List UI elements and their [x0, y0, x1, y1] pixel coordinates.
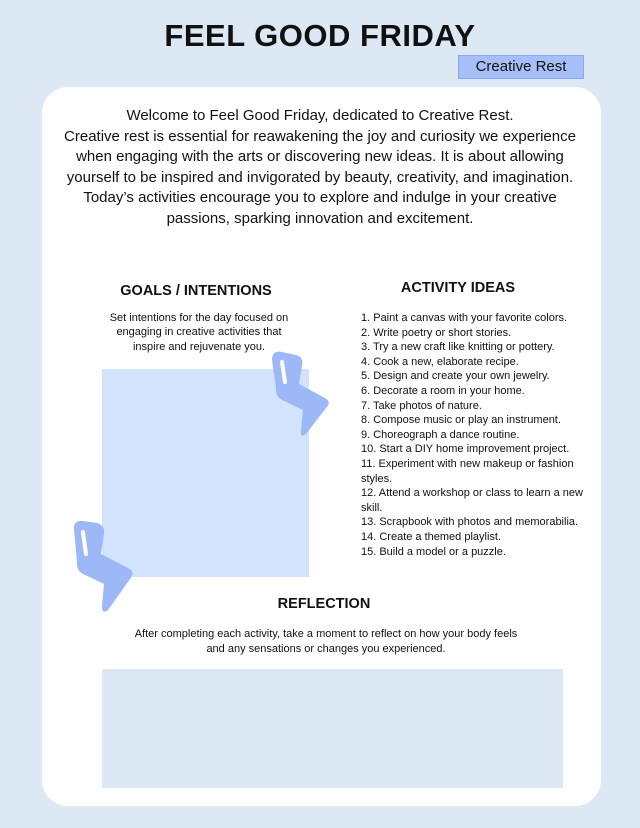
reflection-heading: REFLECTION: [277, 596, 371, 612]
list-item: 1. Paint a canvas with your favorite colors.: [361, 312, 568, 324]
intro-text: [60, 106, 580, 230]
list-item: 4. Cook a new, elaborate recipe.: [361, 355, 519, 368]
subtitle-badge: Creative Rest: [458, 55, 584, 79]
activity-list: [361, 311, 591, 559]
activity-heading: ACTIVITY IDEAS: [400, 280, 516, 296]
intro-paragraph: Creative rest is essential for reawakening the joy and curiosity we experience when engaging with the arts or discovering new ideas. It is about allowing yourself to be inspired and invigorated by beauty, creativity, and imagination.: [64, 127, 576, 186]
list-item: 13. Scrapbook with photos and memorabilia.: [361, 516, 579, 529]
list-item: 2. Write poetry or short stories.: [361, 326, 512, 339]
intro-paragraph: Today’s activities encourage you to explore and indulge in your creative passions, sparking innovation and excitement.: [83, 189, 557, 227]
lightning-bolt-icon: [70, 514, 136, 614]
reflection-writing-area[interactable]: [102, 669, 563, 788]
list-item: 15. Build a model or a puzzle.: [361, 545, 506, 558]
list-item: 7. Take photos of nature.: [361, 399, 482, 412]
list-item: 12. Attend a workshop or class to learn a new skill.: [361, 487, 583, 514]
reflection-description: After completing each activity, take a moment to reflect on how your body feels and any sensations or changes you experienced.: [134, 628, 518, 655]
page-title: FEEL GOOD FRIDAY: [164, 18, 476, 53]
list-item: 8. Compose music or play an instrument.: [361, 414, 561, 427]
list-item: 5. Design and create your own jewelry.: [361, 370, 550, 383]
goals-heading: GOALS / INTENTIONS: [120, 283, 272, 299]
list-item: 9. Choreograph a dance routine.: [361, 428, 520, 441]
list-item: 10. Start a DIY home improvement project.: [361, 443, 570, 456]
list-item: 3. Try a new craft like knitting or pottery.: [361, 341, 555, 354]
list-item: 14. Create a themed playlist.: [361, 530, 502, 543]
lightning-bolt-icon: [270, 346, 332, 438]
list-item: 11. Experiment with new makeup or fashion styles.: [361, 457, 574, 485]
goals-description: Set intentions for the day focused on engaging in creative activities that inspire and rejuvenate you.: [109, 312, 289, 353]
list-item: 6. Decorate a room in your home.: [361, 384, 525, 397]
intro-paragraph: Welcome to Feel Good Friday, dedicated to Creative Rest.: [126, 107, 514, 124]
